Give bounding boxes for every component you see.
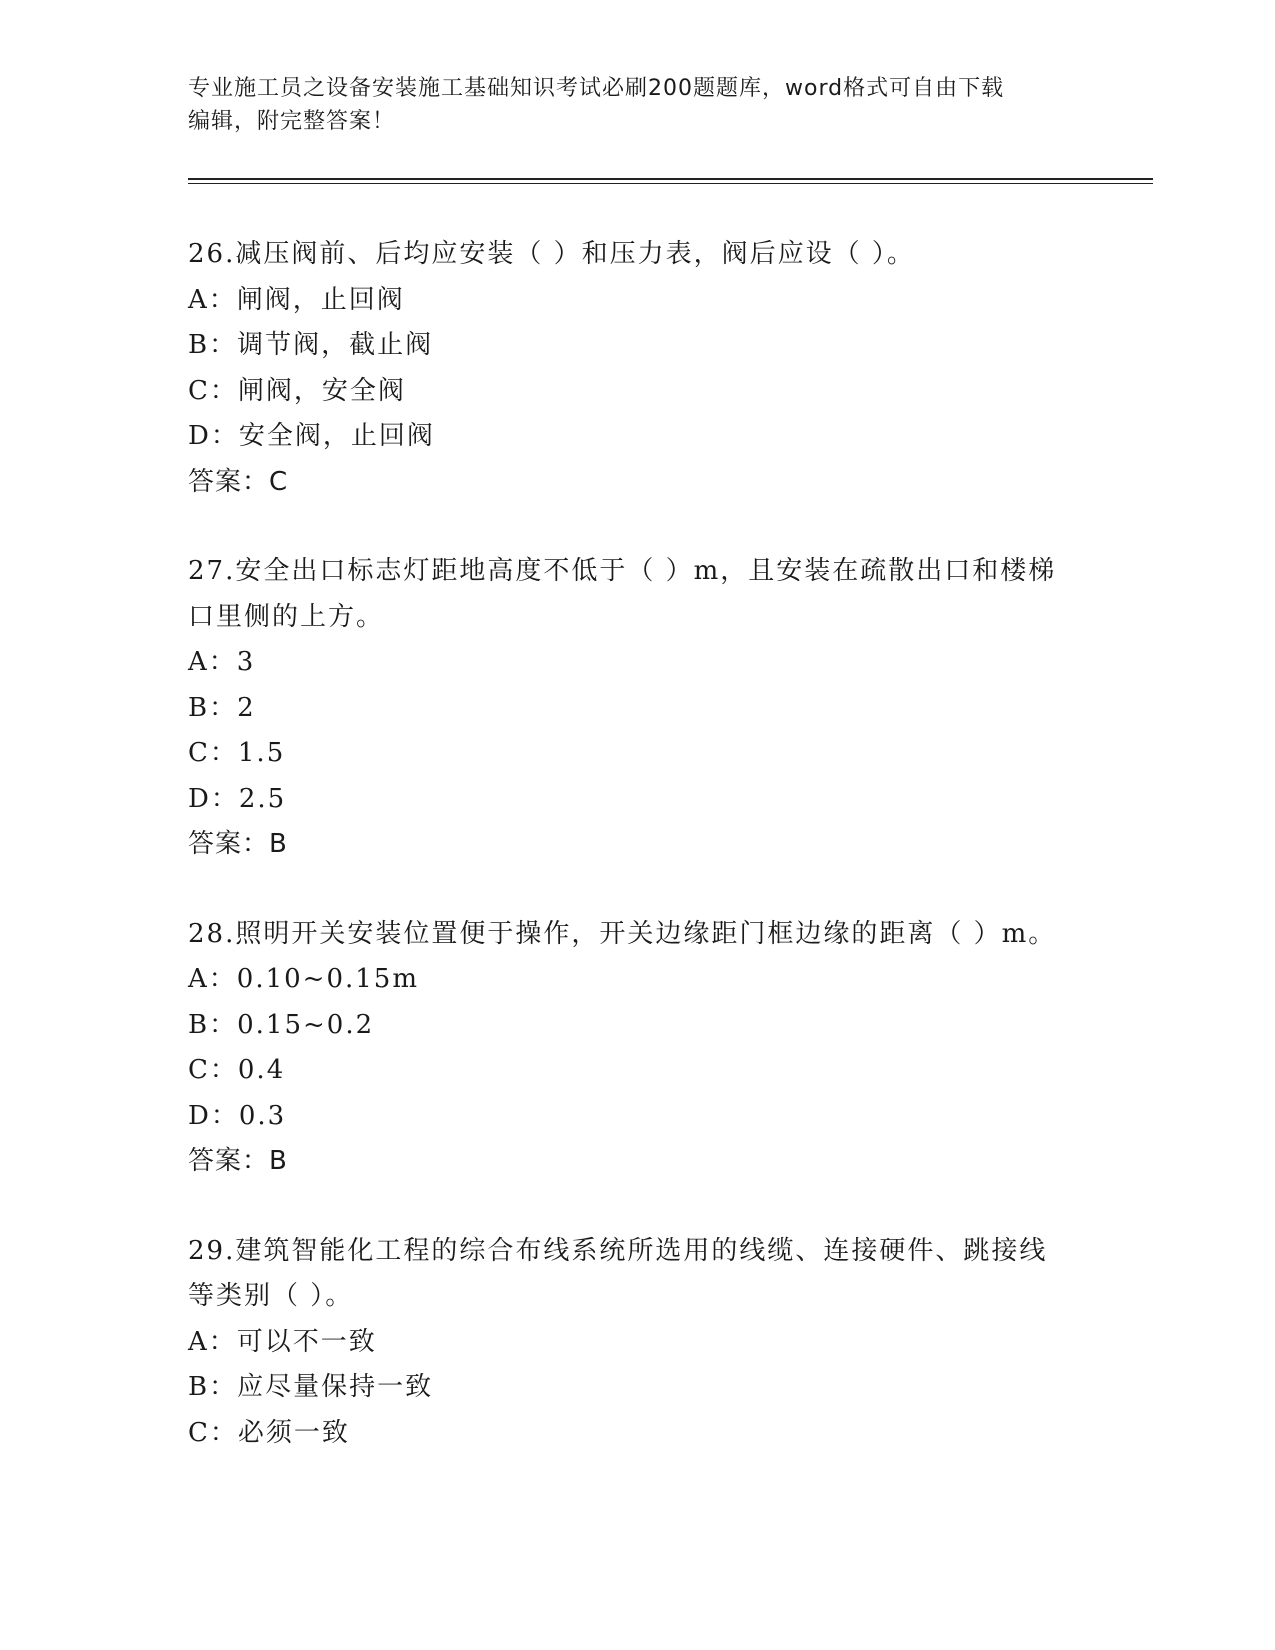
option-d: D：0.3 (188, 1100, 287, 1131)
answer-line: 答案：B (188, 829, 288, 859)
option-c: C：必须一致 (188, 1417, 350, 1448)
option-a: A：3 (188, 647, 256, 677)
option-c: C：0.4 (188, 1055, 286, 1085)
option-a: A：可以不一致 (188, 1326, 377, 1357)
document-header (188, 72, 1078, 138)
answer-line: 答案：B (188, 1146, 288, 1176)
header-divider-thin (188, 183, 1153, 184)
question-28 (188, 912, 1068, 1185)
answer-line: 答案：C (188, 466, 289, 497)
question-text: 27.安全出口标志灯距地高度不低于（ ）m，且安装在疏散出口和楼梯口里侧的上方。 (188, 556, 1057, 632)
option-b: B：调节阀，截止阀 (188, 330, 434, 360)
question-text: 28.照明开关安装位置便于操作，开关边缘距门框边缘的距离（ ）m。 (188, 918, 1057, 949)
question-text: 26.减压阀前、后均应安装（ ）和压力表，阀后应设（ ）。 (188, 239, 915, 269)
option-c: C：1.5 (188, 738, 286, 768)
question-27 (188, 549, 1068, 868)
option-d: D：2.5 (188, 783, 287, 814)
option-a: A：闸阀，止回阀 (188, 284, 405, 315)
option-b: B：2 (188, 692, 256, 723)
header-title-line-2: 编辑，附完整答案！ (188, 109, 396, 134)
question-list (188, 232, 1068, 1500)
option-d: D：安全阀，止回阀 (188, 421, 435, 451)
option-b: B：0.15~0.2 (188, 1009, 375, 1040)
header-title-line-1: 专业施工员之设备安装施工基础知识考试必刷200题题库，word格式可自由下载 (188, 76, 1005, 101)
question-29 (188, 1229, 1068, 1457)
question-26 (188, 232, 1068, 505)
question-text: 29.建筑智能化工程的综合布线系统所选用的线缆、连接硬件、跳接线等类别（ ）。 (188, 1235, 1048, 1311)
option-c: C：闸阀，安全阀 (188, 375, 406, 406)
option-a: A：0.10~0.15m (188, 964, 419, 994)
header-divider-thick (188, 178, 1153, 180)
option-b: B：应尽量保持一致 (188, 1372, 434, 1402)
